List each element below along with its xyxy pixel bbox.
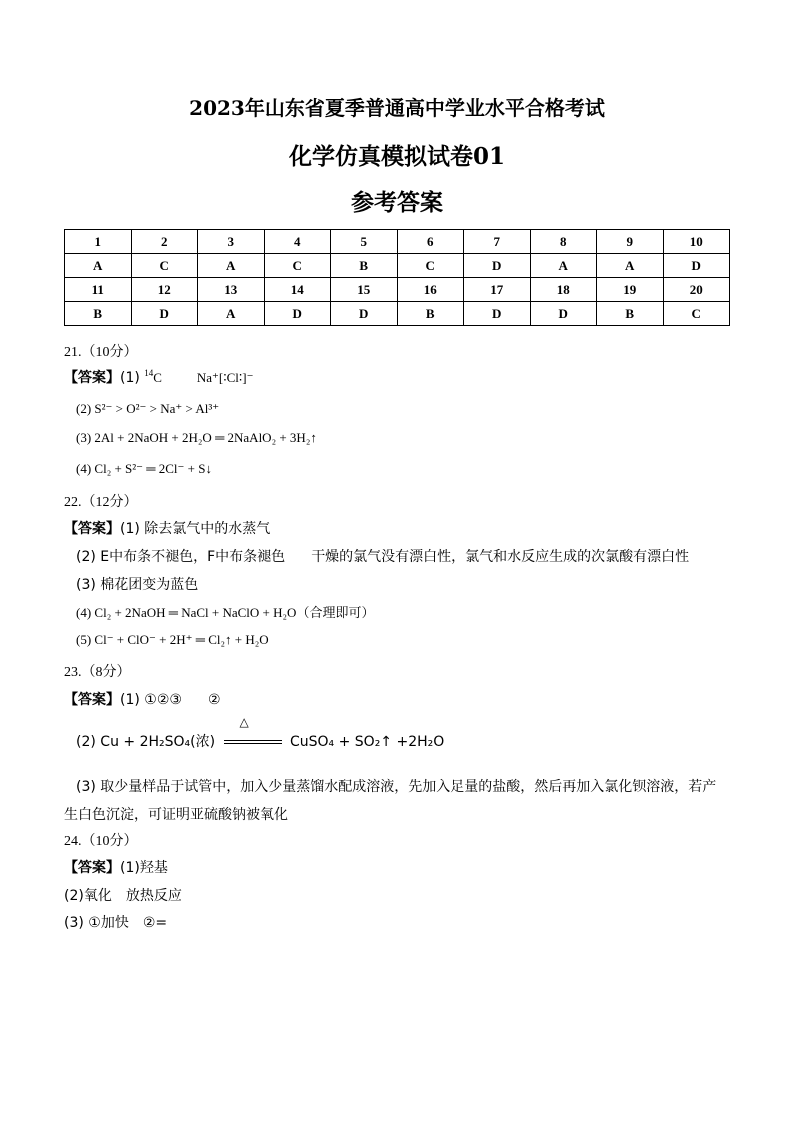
table-cell: 13 [198,278,265,302]
table-cell: 6 [397,230,464,254]
answer-text: 放热反应 [125,888,182,904]
q23-answer-3-line2: 生白色沉淀，可证明亚硫酸钠被氧化 [64,807,288,823]
q22-answer-2 [76,546,689,566]
paper-title: 化学仿真模拟试卷01 [288,143,505,170]
table-cell: 18 [530,278,597,302]
table-cell: D [131,302,198,326]
answer-text: ②= [142,915,168,931]
table-cell: B [397,302,464,326]
table-cell: 15 [331,278,398,302]
answer-text: (3) ①加快 [64,915,129,931]
q21-answer-1 [64,367,253,387]
table-cell: 8 [530,230,597,254]
table-cell: 9 [597,230,664,254]
answer-text: (2) E中布条不褪色，F中布条褪色 [76,549,286,565]
table-cell: D [530,302,597,326]
answer-key-title: 参考答案 [351,189,443,216]
table-cell: A [198,254,265,278]
q24-answer-1 [64,857,168,877]
table-cell: A [198,302,265,326]
table-cell: A [597,254,664,278]
q22-answer-3: (3) 棉花团变为蓝色 [76,577,199,593]
equals-sign [224,740,282,744]
exam-title: 2023年山东省夏季普通高中学业水平合格考试 [189,96,605,120]
isotope-symbol: C [153,370,162,385]
table-cell: 5 [331,230,398,254]
q21-answer-3: (3) 2Al + 2NaOH + 2H₂O ═ 2NaAlO₂ + 3H₂↑ [76,430,317,445]
table-cell: 3 [198,230,265,254]
table-cell: C [397,254,464,278]
q22-answer-5: (5) Cl⁻ + ClO⁻ + 2H⁺ ═ Cl₂↑ + H₂O [76,632,269,647]
table-cell: 11 [65,278,132,302]
part-label: (1) [120,370,140,386]
q21-answer-2: (2) S²⁻ > O²⁻ > Na⁺ > Al³⁺ [76,401,220,416]
table-cell: 12 [131,278,198,302]
q24-answer-2 [64,885,182,905]
answer-tag: 【答案】 [64,860,120,876]
q24-heading: 24.（10分） [64,834,138,849]
answer-tag: 【答案】 [64,521,120,537]
table-row [65,254,730,278]
answer-text: (1) ①②③ [120,692,182,708]
table-cell: 2 [131,230,198,254]
table-cell: A [530,254,597,278]
q21-heading: 21.（10分） [64,345,138,360]
table-cell: 7 [464,230,531,254]
answer-tag: 【答案】 [64,370,120,386]
table-row [65,278,730,302]
table-cell: D [264,302,331,326]
reactants: Cu + 2H₂SO₄(浓) [100,734,216,750]
answer-tag: 【答案】 [64,692,120,708]
table-cell: A [65,254,132,278]
answer-text: (1)羟基 [120,860,168,876]
table-cell: B [65,302,132,326]
products: CuSO₄ + SO₂↑ +2H₂O [289,734,445,750]
table-cell: 20 [663,278,730,302]
table-cell: 16 [397,278,464,302]
table-cell: 17 [464,278,531,302]
q23-answer-1 [64,689,221,709]
q22-answer-4: (4) Cl₂ + 2NaOH ═ NaCl + NaClO + H₂O（合理即可） [76,605,375,620]
table-cell: C [131,254,198,278]
part-label: (2) [76,734,96,750]
table-cell: 14 [264,278,331,302]
table-cell: D [464,302,531,326]
table-cell: C [663,302,730,326]
q22-heading: 22.（12分） [64,495,138,510]
table-cell: 19 [597,278,664,302]
q22-answer-1 [64,518,270,538]
isotope-mass: 14 [144,368,154,378]
answer-text: (1) 除去氯气中的水蒸气 [120,521,271,537]
table-cell: 1 [65,230,132,254]
table-cell: B [597,302,664,326]
answer-text: (2)氧化 [64,888,112,904]
table-cell: D [464,254,531,278]
answer-text: ② [207,692,221,708]
q21-answer-4: (4) Cl₂ + S²⁻ ═ 2Cl⁻ + S↓ [76,461,212,476]
answer-table [64,229,730,326]
table-cell: D [331,302,398,326]
table-cell: C [264,254,331,278]
heat-symbol: △ [239,715,249,729]
table-row [65,302,730,326]
q23-answer-3-line1: (3) 取少量样品于试管中，加入少量蒸馏水配成溶液，先加入足量的盐酸，然后再加入氯化钡溶液，若产 [76,779,717,795]
answer-text: 干燥的氯气没有漂白性，氯气和水反应生成的次氯酸有漂白性 [311,549,690,565]
q23-answer-2 [76,715,445,751]
q24-answer-3 [64,912,167,932]
table-cell: B [331,254,398,278]
table-cell: D [663,254,730,278]
table-row [65,230,730,254]
table-cell: 10 [663,230,730,254]
electron-formula: Na⁺[∶Cl∶]⁻ [196,370,254,385]
q23-heading: 23.（8分） [64,665,131,680]
table-cell: 4 [264,230,331,254]
